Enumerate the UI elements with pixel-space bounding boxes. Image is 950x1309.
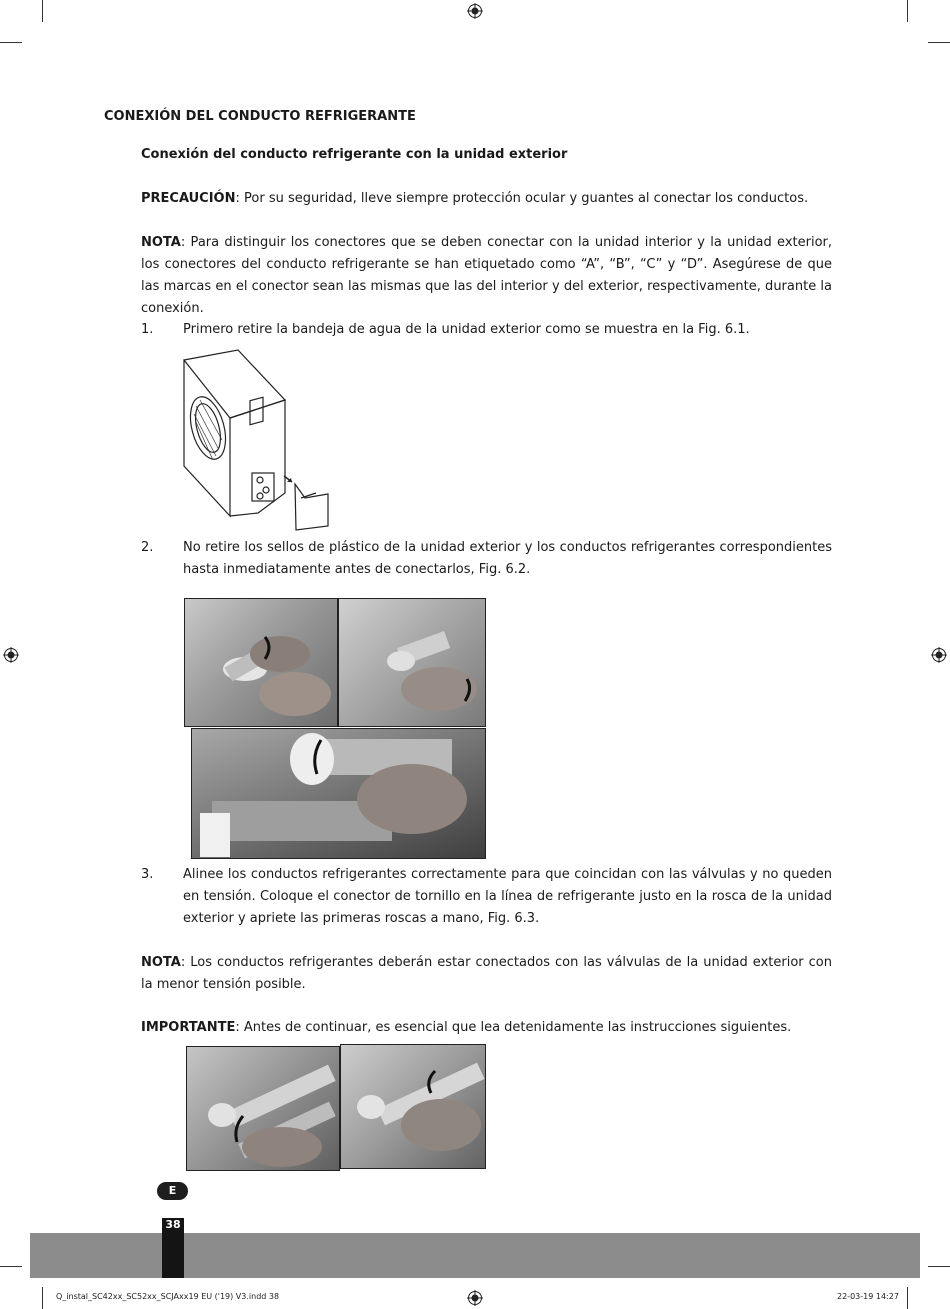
step-text: Primero retire la bandeja de agua de la unidad exterior como se muestra en la Fig. 6.1. <box>183 322 750 337</box>
crop-mark <box>42 1287 43 1309</box>
crop-mark <box>0 42 22 43</box>
subsection-title: Conexión del conducto refrigerante con la unidad exterior <box>141 147 568 162</box>
footer-file-name: Q_instal_SC42xx_SC52xx_SCJAxx19 EU ('19) V3.indd 38 <box>56 1292 280 1301</box>
caution-text: : Por su seguridad, lleve siempre protección ocular y guantes al conectar los conductos. <box>235 191 809 206</box>
note-label: NOTA <box>141 235 181 250</box>
step-number: 1. <box>141 322 154 337</box>
crop-mark <box>907 1287 908 1309</box>
photo-tighten-by-hand-1 <box>186 1046 340 1171</box>
note-text: : Los conductos refrigerantes deberán estar conectados con las válvulas de la unidad exterior con la menor tensión posible. <box>141 955 832 992</box>
photo-remove-seal-2 <box>338 598 486 727</box>
caution-paragraph <box>141 188 832 210</box>
step-number: 2. <box>141 540 154 555</box>
outdoor-unit-drawing <box>178 348 333 533</box>
photo-remove-seal-3 <box>191 728 486 859</box>
important-text: : Antes de continuar, es esencial que lea detenidamente las instrucciones siguientes. <box>235 1020 792 1035</box>
footer-date-time: 22-03-19 14:27 <box>837 1292 899 1301</box>
crop-mark <box>42 0 43 22</box>
registration-mark-icon <box>3 647 19 663</box>
photo-remove-seal-1 <box>184 598 338 727</box>
caution-label: PRECAUCIÓN <box>141 191 236 206</box>
important-label: IMPORTANTE <box>141 1020 236 1035</box>
page-number: 38 <box>162 1218 184 1278</box>
registration-mark-icon <box>931 647 947 663</box>
step-text: Alinee los conductos refrigerantes correctamente para que coincidan con las válvulas y no queden en tensión. Coloque el conector de tornillo en la línea de refrigerante justo en la rosca de la unidad exterior y apriete las primeras roscas a mano, Fig. 6.3. <box>183 867 832 926</box>
crop-mark <box>928 1266 950 1267</box>
note-paragraph <box>141 952 832 996</box>
note-label: NOTA <box>141 955 181 970</box>
step-number: 3. <box>141 867 154 882</box>
language-badge: E <box>157 1182 188 1200</box>
step-text: No retire los sellos de plástico de la unidad exterior y los conductos refrigerantes correspondientes hasta inmediatamente antes de conectarlos, Fig. 6.2. <box>183 540 832 577</box>
crop-mark <box>928 42 950 43</box>
crop-mark <box>907 0 908 22</box>
registration-mark-icon <box>467 1290 483 1306</box>
important-paragraph <box>141 1017 832 1039</box>
note-text: : Para distinguir los conectores que se deben conectar con la unidad interior y la unidad exterior, los conectores del conducto refrigerante se han etiquetado como “A”, “B”, “C” y “D”. Asegúrese de que las marcas en el conector sean las mismas que las del interior y del exterior, respectivamente, durante la conexión. <box>141 235 832 316</box>
registration-mark-icon <box>467 3 483 19</box>
crop-mark <box>0 1266 22 1267</box>
section-title: CONEXIÓN DEL CONDUCTO REFRIGERANTE <box>104 109 416 124</box>
note-paragraph <box>141 232 832 320</box>
photo-tighten-by-hand-2 <box>340 1044 486 1169</box>
